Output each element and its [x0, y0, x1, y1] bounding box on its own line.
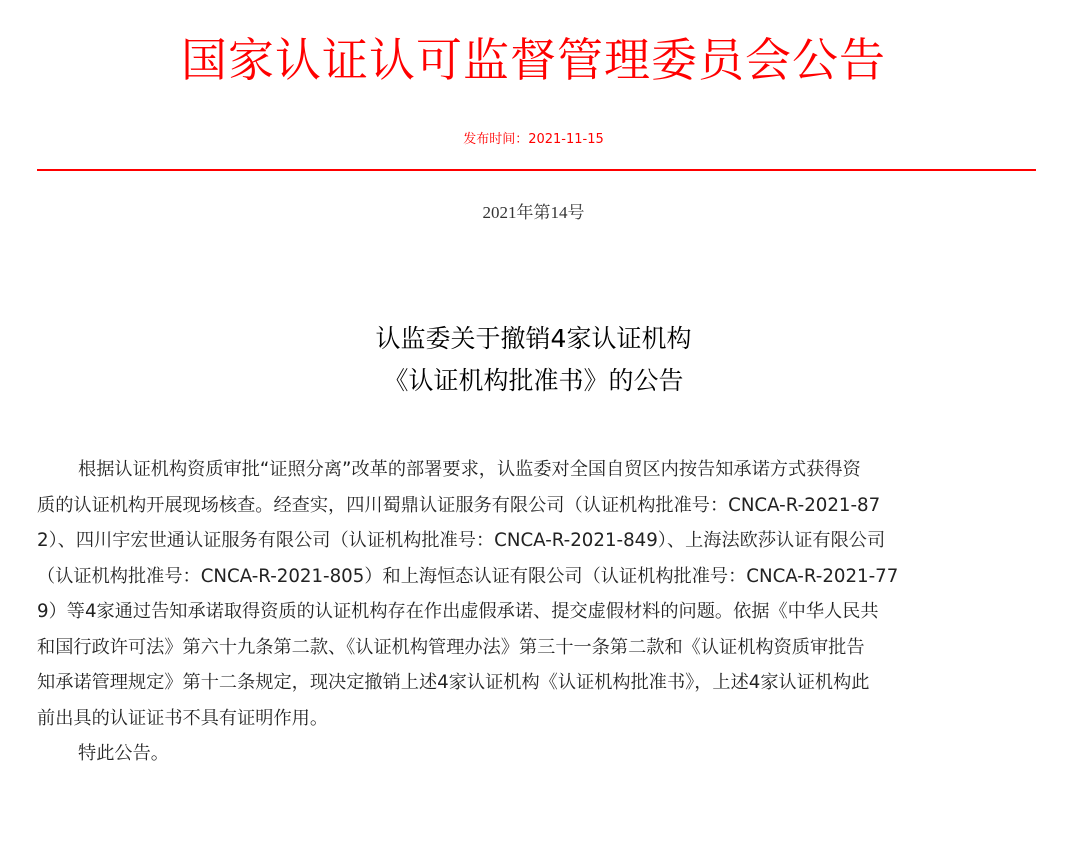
- document-number: 2021年第14号: [482, 203, 585, 222]
- body-line: 根据认证机构资质审批“证照分离”改革的部署要求，认监委对全国自贸区内按告知承诺方式获得资: [78, 459, 861, 480]
- notice-title-line-1: 认监委关于撤销4家认证机构: [375, 324, 692, 353]
- closing-text: 特此公告。: [78, 743, 169, 764]
- publish-info: [0, 130, 1067, 150]
- notice-title: [0, 318, 1067, 402]
- body-line: 9）等4家通过告知承诺取得资质的认证机构存在作出虚假承诺、提交虚假材料的问题。依据《中华人民共: [37, 601, 879, 622]
- body-line: （认证机构批准号：CNCA-R-2021-805）和上海恒态认证有限公司（认证机构批准号：CNCA-R-2021-77: [37, 565, 899, 587]
- closing-paragraph: [37, 736, 1037, 772]
- publish-date: 2021-11-15: [528, 132, 604, 147]
- page-title: 国家认证认可监督管理委员会公告: [181, 33, 886, 87]
- body-line: 质的认证机构开展现场核查。经查实，四川蜀鼎认证服务有限公司（认证机构批准号：CNCA-R-2021-87: [37, 494, 881, 516]
- notice-title-line-2: 《认证机构批准书》的公告: [383, 366, 684, 395]
- body-line: 2）、四川宇宏世通认证服务有限公司（认证机构批准号：CNCA-R-2021-849）、上海法欧莎认证有限公司: [37, 530, 886, 551]
- body-paragraph: [37, 452, 1037, 736]
- body-line: 前出具的认证证书不具有证明作用。: [37, 707, 329, 729]
- notice-body: [37, 452, 1037, 772]
- header-divider: [37, 169, 1036, 171]
- publish-label: 发布时间：: [463, 132, 529, 147]
- body-line: 和国行政许可法》第六十九条第二款、《认证机构管理办法》第三十一条第二款和《认证机构资质审批告: [37, 636, 865, 658]
- body-line: 知承诺管理规定》第十二条规定，现决定撤销上述4家认证机构《认证机构批准书》，上述4家认证机构此: [37, 672, 870, 693]
